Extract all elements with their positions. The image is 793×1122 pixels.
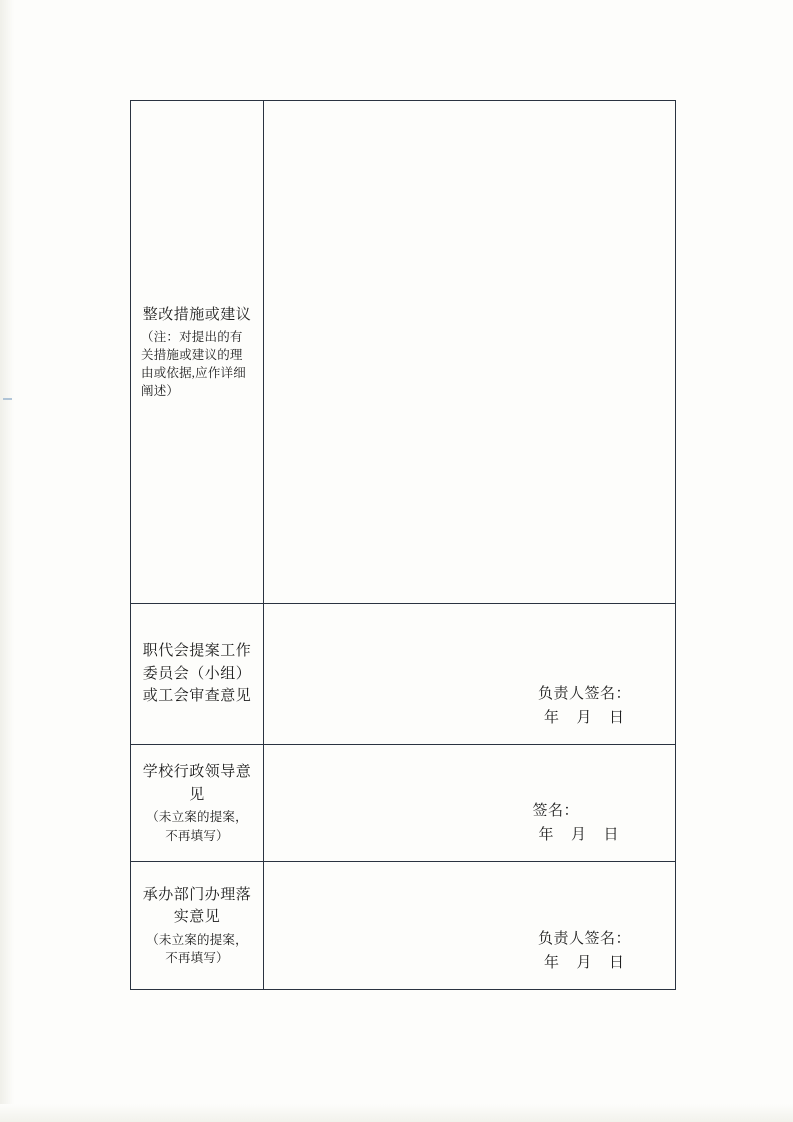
signature-block-handling-department bbox=[538, 927, 631, 975]
table-row-committee-review bbox=[131, 604, 676, 745]
row-label-note-measures: （注：对提出的有关措施或建议的理由或依据,应作详细阐述） bbox=[141, 330, 246, 399]
stray-ink-mark bbox=[3, 398, 12, 400]
page-edge-shadow-left bbox=[0, 0, 14, 1122]
row-label-cell-committee-review bbox=[131, 604, 264, 745]
row-label-note-school-admin: （未立案的提案，不再填写） bbox=[146, 810, 248, 843]
signature-date-school-admin: 年 月 日 bbox=[538, 827, 619, 843]
row-label-title-handling-department: 承办部门办理落实意见 bbox=[142, 886, 252, 926]
table-row-measures bbox=[131, 101, 676, 604]
table-row-school-admin bbox=[131, 745, 676, 862]
signature-block-school-admin bbox=[532, 799, 619, 847]
row-label-title-school-admin: 学校行政领导意见 bbox=[142, 764, 252, 803]
table-row-handling-department bbox=[131, 862, 676, 990]
signature-label-handling-department: 负责人签名： bbox=[537, 931, 631, 947]
row-label-cell-measures bbox=[131, 101, 264, 604]
row-label-note-handling-department: （未立案的提案，不再填写） bbox=[146, 932, 248, 965]
page-edge-shadow-bottom bbox=[0, 1104, 793, 1122]
signature-date-handling-department: 年 月 日 bbox=[543, 955, 625, 971]
row-label-cell-school-admin bbox=[131, 745, 264, 862]
proposal-form-table bbox=[130, 100, 676, 990]
row-label-title-measures: 整改措施或建议 bbox=[142, 306, 252, 323]
row-label-title-committee-review: 职代会提案工作委员会（小组）或工会审查意见 bbox=[142, 643, 252, 705]
signature-label-school-admin: 签名： bbox=[532, 803, 579, 819]
row-label-cell-handling-department bbox=[131, 862, 264, 990]
row-content-cell-measures[interactable] bbox=[264, 101, 676, 604]
signature-label-committee-review: 负责人签名： bbox=[537, 686, 631, 702]
row-content-cell-committee-review[interactable] bbox=[264, 604, 676, 745]
signature-block-committee-review bbox=[538, 682, 631, 730]
row-content-cell-handling-department[interactable] bbox=[264, 862, 676, 990]
signature-date-committee-review: 年 月 日 bbox=[543, 710, 625, 726]
row-content-cell-school-admin[interactable] bbox=[264, 745, 676, 862]
